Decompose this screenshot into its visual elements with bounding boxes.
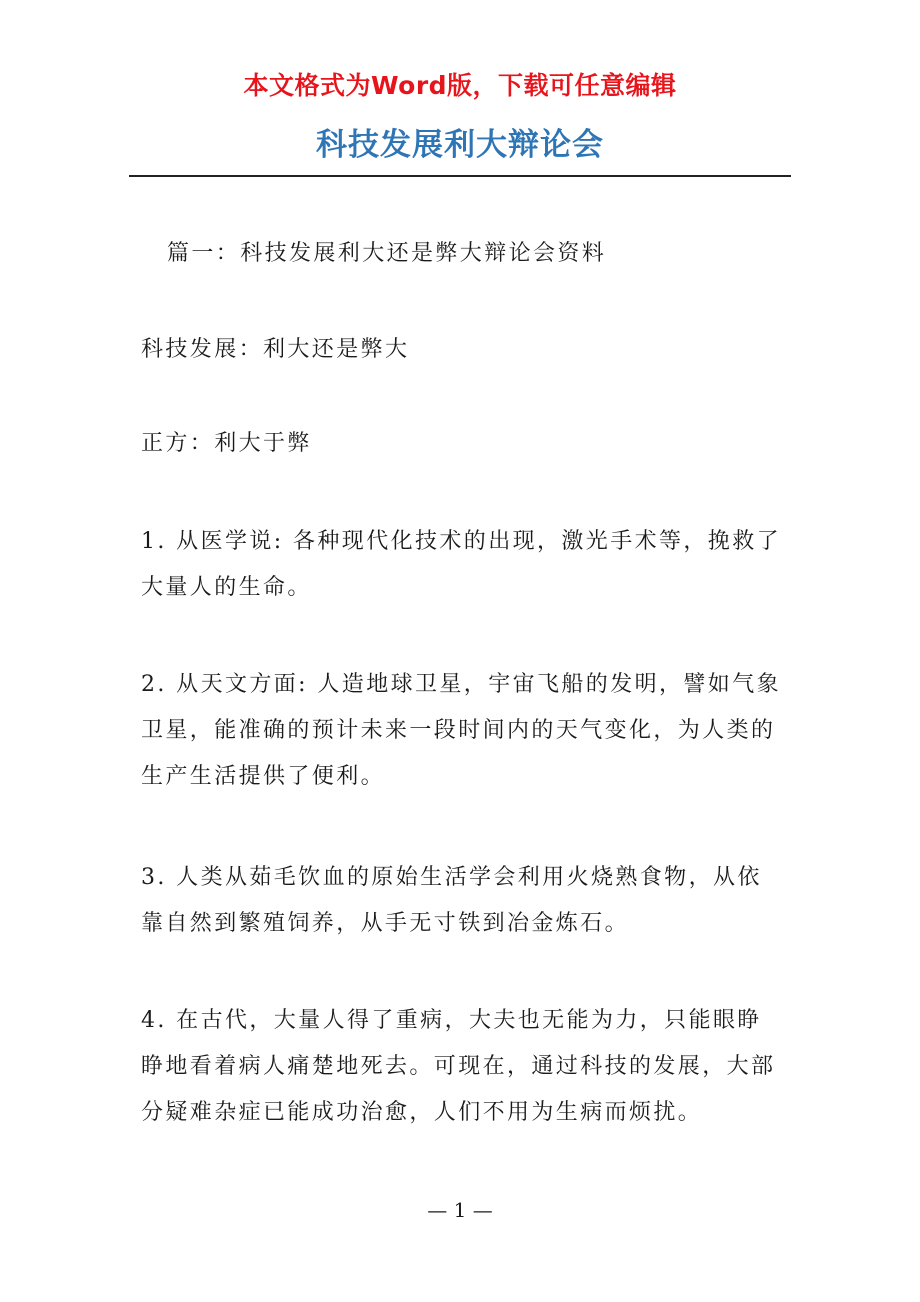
document-title: 科技发展利大辩论会 — [316, 127, 604, 163]
page-number: — 1 — — [427, 1198, 493, 1222]
format-notice-banner: 本文格式为Word版，下载可任意编辑 — [243, 71, 677, 100]
title-divider — [129, 175, 791, 177]
debate-topic: 科技发展：利大还是弊大 — [141, 337, 410, 362]
section-heading: 篇一：科技发展利大还是弊大辩论会资料 — [167, 241, 607, 266]
argument-4: 4. 在古代，大量人得了重病，大夫也无能为力，只能眼睁睁地看着病人痛楚地死去。可现在，通过科技的发展，大部分疑难杂症已能成功治愈，人们不用为生病而烦扰。 — [141, 1008, 776, 1125]
argument-1: 1. 从医学说: 各种现代化技术的出现，激光手术等，挽救了大量人的生命。 — [141, 529, 781, 600]
argument-3: 3. 人类从茹毛饮血的原始生活学会利用火烧熟食物，从依靠自然到繁殖饲养，从手无寸铁到冶金炼石。 — [141, 865, 762, 936]
affirmative-side: 正方：利大于弊 — [141, 431, 312, 456]
argument-2: 2. 从天文方面: 人造地球卫星，宇宙飞船的发明，譬如气象卫星，能准确的预计未来一段时间内的天气变化，为人类的生产生活提供了便利。 — [141, 672, 781, 789]
